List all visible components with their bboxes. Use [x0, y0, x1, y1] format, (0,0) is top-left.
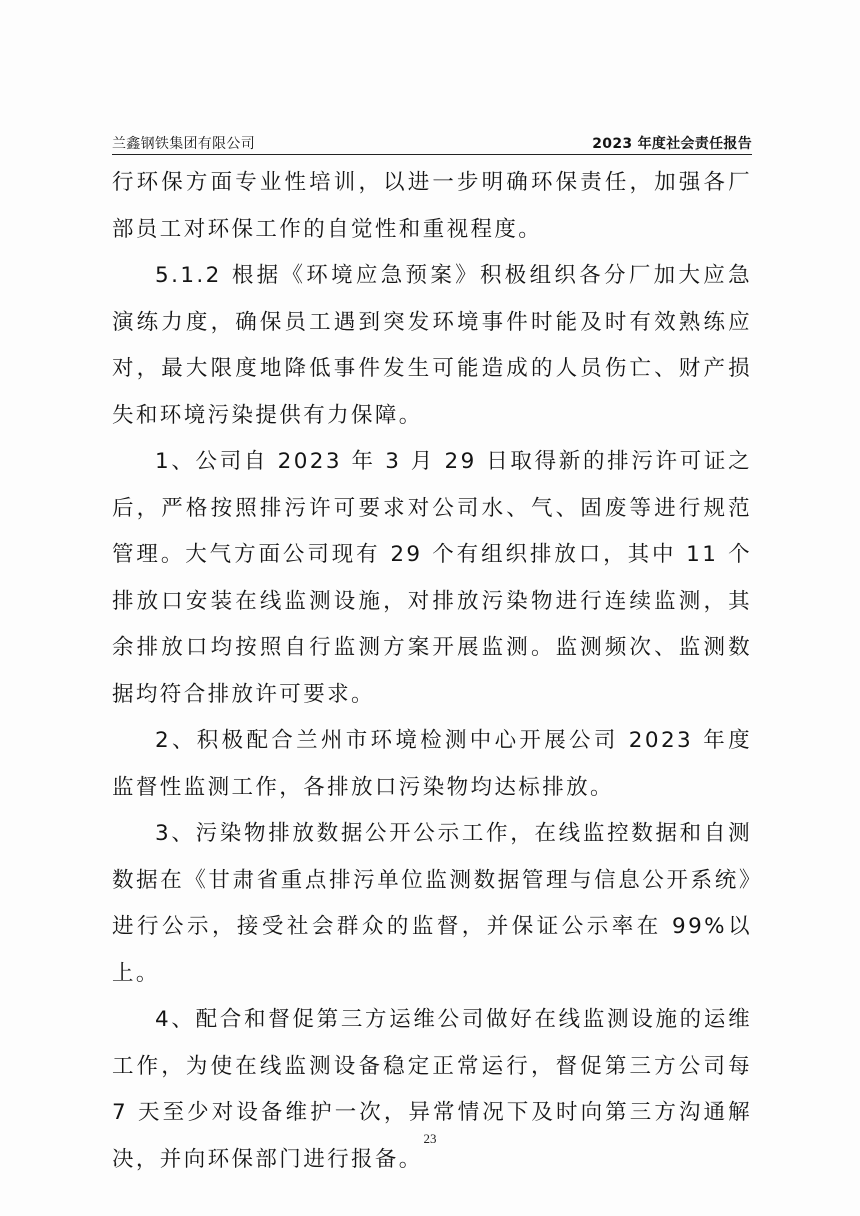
paragraph-section-5-1-2: 5.1.2 根据《环境应急预案》积极组织各分厂加大应急演练力度，确保员工遇到突发环境事件时能及时有效熟练应对，最大限度地降低事件发生可能造成的人员伤亡、财产损失和环境污染提供有力保障。	[112, 263, 752, 428]
paragraph-continuation: 行环保方面专业性培训，以进一步明确环保责任，加强各厂部员工对环保工作的自觉性和重视程度。	[112, 170, 752, 242]
paragraph-item-1: 1、公司自 2023 年 3 月 29 日取得新的排污许可证之后，严格按照排污许可要求对公司水、气、固废等进行规范管理。大气方面公司现有 29 个有组织排放口，其中 11 个排放口安装在线监测设施，对排放污染物进行连续监测，其余排放口均按照自行监测方案开展监测。监测频次、监测数据均符合排放许可要求。	[112, 449, 752, 707]
paragraph-item-4: 4、配合和督促第三方运维公司做好在线监测设施的运维工作，为使在线监测设备稳定正常运行，督促第三方公司每 7 天至少对设备维护一次，异常情况下及时向第三方沟通解决，并向环保部门进行报备。	[112, 1007, 752, 1172]
paragraph-item-3: 3、污染物排放数据公开公示工作，在线监控数据和自测数据在《甘肃省重点排污单位监测数据管理与信息公开系统》进行公示，接受社会群众的监督，并保证公示率在 99%以上。	[112, 821, 752, 986]
report-title: 2023 年度社会责任报告	[592, 136, 752, 152]
paragraph-item-2: 2、积极配合兰州市环境检测中心开展公司 2023 年度监督性监测工作，各排放口污染物均达标排放。	[112, 728, 752, 800]
page-number: 23	[423, 1131, 437, 1146]
body-text	[112, 160, 752, 1183]
company-name: 兰鑫钢铁集团有限公司	[112, 136, 255, 152]
page-header	[112, 136, 752, 155]
